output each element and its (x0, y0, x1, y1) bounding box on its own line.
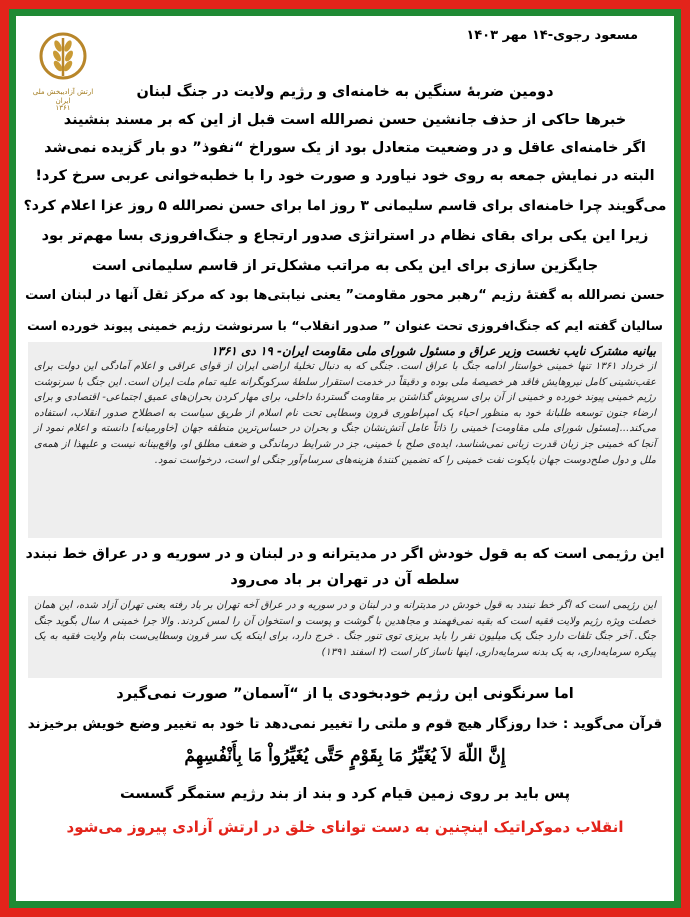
headline-line-9: سالیان گفته ایم که جنگ‌افروزی تحت عنوان ” صدور انقلاب“ با سرنوشت رژیم خمینی پیوند خورده است (27, 318, 663, 333)
body-line-4: قرآن می‌گوید : خدا روزگار هیچ قوم و ملتی را تغییر نمی‌دهد تا خود به تغییر وضع خویش برخیزند (27, 716, 663, 732)
wheat-emblem-icon (35, 28, 91, 86)
quote-box-statement (28, 342, 662, 538)
headline-line-5: می‌گویند چرا خامنه‌ای برای قاسم سلیمانی ۳ روز اما برای حسن نصرالله ۵ روز عزا اعلام کرد؟ (23, 198, 667, 214)
quote-title: بیانیه مشترک نایب نخست وزیر عراق و مسئول شورای ملی مقاومت ایران- ۱۹ دی ۱۳۶۱ (211, 344, 656, 358)
document-page (22, 22, 668, 895)
quote-box-speech (28, 596, 662, 678)
body-line-1: این رژیمی است که به قول خودش اگر در مدیترانه و در لبنان و در سوریه و در عراق خط نبندد (25, 546, 665, 562)
headline-line-7: جایگزین سازی برای این یکی به مراتب مشکل‌تر از قاسم سلیمانی است (91, 258, 599, 274)
headline-line-1: دومین ضربهٔ سنگین به خامنه‌ای و رژیم ولایت در جنگ لبنان (136, 84, 554, 100)
logo-year: ۱۳۶۱ (55, 104, 71, 112)
quote-body: از خرداد ۱۳۶۱ تنها خمینی خواستار ادامه جنگ با عراق است. جنگی که به دنبال تخلیهٔ اراضی ایران از قوای عراقی و اعلام آمادگی این دولت برای عقب‌نشینی کامل نیروهایش فاقد هر خصیصهٔ ملی بوده و دقیقاً در خدمت استقرار سلطهٔ سرکوبگرانه علیه تمام ملت ایران است. این جنگ با سرنوشت رژیم خمینی پیوند خورده و خمینی از آن برای سرپوش گذاشتن بر مقاومت گستردهٔ داخلی، برای مهار کردن بحران‌های عمیق اجتماعی- اقتصادی و برای ارضاء جنون توسعه طلبانهٔ خود به منظور احیاء یک امپراطوری قرون وسطایی تحت نام اسلام از طریق سیاست به اصطلاح صدور انقلاب، استفاده می‌کند...[مسئول شورای ملی مقاومت] خمینی را ذاتاً عامل آتش‌نشان جنگ و بحران در حساس‌ترین منطقه جهان [خاورمیانه] دانسته و اعلام نمود از آنجا که خمینی جز زبان قدرت زبانی نمی‌شناسد، ایده‌ی صلح با خمینی، جز در شرایط درماندگی و ضعف مطلق او، واقع‌بینانه نیست و علیهذا از همه‌ی ملل و دول صلح‌دوست جهان بایکوت نفت خمینی را که تضمین کنندهٔ هزینه‌های سرسام‌آور جنگی او است، درخواست نمود. (34, 361, 656, 466)
quote-body-speech: این رژیمی است که اگر خط نبندد به قول خودش در مدیترانه و در لبنان و در سوریه و در عراق آخه تهران بر باد رفته یعنی تهران آزاد شده، این همان خصلت ویژه رژیم ولایت فقیه است که بقیه نمی‌فهمند و مجاهدین با گوشت و پوست و استخوان آن را لمس کردند. والا جرا خمینی ۸ سال بگوید جنگ جنگ. آخر جنگ تلفات دارد جنگ یک میلیون نفر را باید بریزی توی تنور جنگ . خرج دارد، برای اینکه یک سر قرون وسطایی‌ست بنام ولایت فقیه به یک پیکره سرمایه‌داری، به یک بدنه سرمایه‌داری، اینها ناساز کار است (۲ اسفند ۱۳۹۱) (34, 600, 657, 658)
logo-caption: ارتش آزادیبخش ملی ایران (32, 88, 94, 105)
body-line-3: اما سرنگونی این رژیم خودبخودی یا از “آسمان” صورت نمی‌گیرد (116, 686, 574, 702)
closing-line: پس باید بر روی زمین قیام کرد و بند از بند رژیم ستمگر گسست (119, 786, 571, 802)
headline-line-3: اگر خامنه‌ای عاقل و در وضعیت متعادل بود از یک سوراخ “نفوذ” دو بار گزیده نمی‌شد (44, 140, 646, 156)
body-line-2: سلطه آن در تهران بر باد می‌رود (230, 572, 460, 588)
headline-line-2: خبرها حاکی از حذف جانشین حسن نصرالله است قبل از این که بر مسند بنشیند (63, 112, 627, 128)
author-date: مسعود رجوی-۱۴ مهر ۱۴۰۳ (466, 28, 638, 43)
quran-verse: إِنَّ اللّهَ لاَ يُغَيِّرُ مَا بِقَوْمٍ حَتَّى يُغَيِّرُواْ مَا بِأَنْفُسِهِمْ (184, 746, 506, 766)
headline-line-8: حسن نصرالله به گفتهٔ رژیم “رهبر محور مقاومت” یعنی نیابتی‌ها بود که مرکز ثقل آنها در لبنان است (25, 288, 665, 303)
final-slogan: انقلاب دموکراتیک اینچنین به دست توانای خلق در ارتش آزادی پیروز می‌شود (66, 818, 624, 836)
headline-line-6: زیرا این یکی برای بقای نظام در استراتژی صدور ارتجاع و جنگ‌افروزی بسا مهم‌تر بود (41, 228, 649, 244)
headline-line-4: البته در نمایش جمعه به روی خود نیاورد و صورت خود را با خطبه‌خوانی عربی سرخ کرد! (35, 168, 655, 184)
